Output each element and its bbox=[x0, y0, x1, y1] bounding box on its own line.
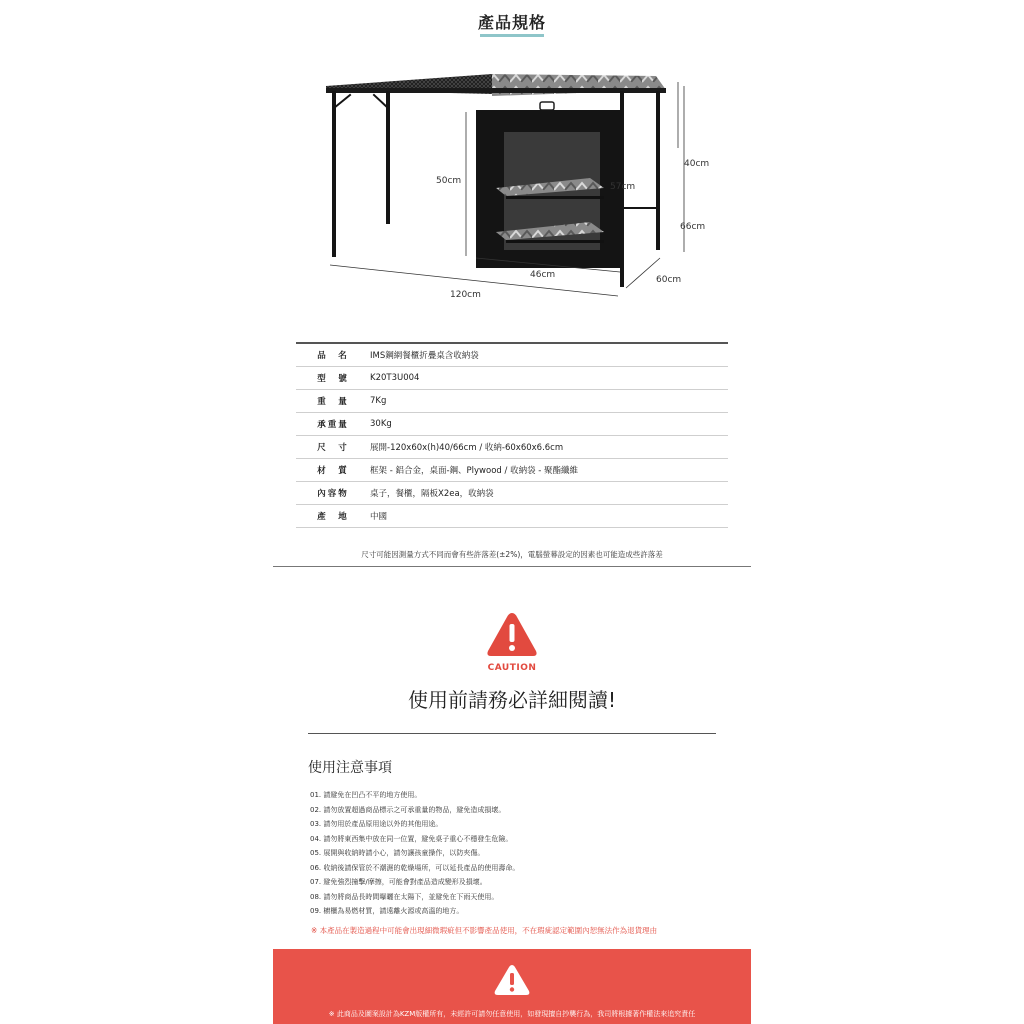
usage-notes-list bbox=[310, 788, 519, 919]
spec-label: 產 地 bbox=[296, 505, 370, 528]
spec-value: 7Kg bbox=[370, 390, 728, 413]
list-item: 03. 請勿用於產品原用途以外的其他用途。 bbox=[310, 820, 443, 828]
dim-50cm: 50cm bbox=[436, 176, 462, 186]
dim-60cm: 60cm bbox=[656, 275, 682, 285]
spec-value: 展開-120x60x(h)40/66cm / 收納-60x60x6.6cm bbox=[370, 436, 728, 459]
copyright-footer bbox=[273, 949, 751, 1024]
spec-row-load bbox=[296, 413, 728, 436]
list-item: 09. 櫥櫃為易燃材質，請遠離火源或高溫的地方。 bbox=[310, 907, 464, 915]
warning-triangle-icon bbox=[493, 963, 531, 997]
spec-value: IMS鋼網餐櫃折疊桌含收納袋 bbox=[370, 343, 728, 367]
spec-row-contents bbox=[296, 482, 728, 505]
spec-row-name bbox=[296, 343, 728, 367]
tabletop-frame bbox=[326, 88, 666, 93]
list-item: 01. 請避免在凹凸不平的地方使用。 bbox=[310, 791, 422, 799]
spec-note: 尺寸可能因測量方式不同而會有些許落差(±2%)，電腦螢幕設定的因素也可能造成些許落差 bbox=[361, 550, 663, 559]
spec-label: 尺 寸 bbox=[296, 436, 370, 459]
usage-notes-title: 使用注意事項 bbox=[308, 760, 392, 776]
section-divider bbox=[273, 566, 751, 567]
page-title: 產品規格 bbox=[477, 13, 546, 32]
list-item: 08. 請勿將商品長時間曝曬在太陽下，並避免在下雨天使用。 bbox=[310, 892, 499, 901]
read-before-use-heading: 使用前請務必詳細閱讀! bbox=[407, 688, 617, 712]
dim-66cm: 66cm bbox=[680, 222, 706, 232]
spec-label: 承重量 bbox=[296, 413, 370, 436]
copyright-text: ※ 此商品及圖案設計為KZM版權所有，未經許可請勿任意使用，如發現擅自抄襲行為，我司將根據著作權法來追究責任 bbox=[328, 1010, 696, 1018]
spec-row-material bbox=[296, 459, 728, 482]
spec-row-model bbox=[296, 367, 728, 390]
spec-row-weight bbox=[296, 390, 728, 413]
warning-triangle-icon bbox=[485, 610, 539, 660]
list-item: 06. 收納後請保管於不潮濕的乾燥場所，可以延長產品的使用壽命。 bbox=[310, 863, 520, 872]
heading-divider bbox=[308, 733, 716, 734]
spec-row-size bbox=[296, 436, 728, 459]
spec-label: 材 質 bbox=[296, 459, 370, 482]
spec-table bbox=[296, 342, 728, 528]
spec-row-origin bbox=[296, 505, 728, 528]
list-item: 02. 請勿放置超過商品標示之可承重量的物品，避免造成損壞。 bbox=[310, 805, 506, 814]
spec-label: 重 量 bbox=[296, 390, 370, 413]
spec-value: 桌子，餐櫃，隔板X2ea，收納袋 bbox=[370, 482, 728, 505]
product-dimension-diagram bbox=[290, 60, 740, 310]
list-item: 04. 請勿將東西集中放在同一位置，避免桌子重心不穩發生危險。 bbox=[310, 834, 513, 843]
list-item: 07. 避免強烈撞擊/摩擦，可能會對產品造成變形及損壞。 bbox=[310, 878, 487, 886]
defect-warning: ※ 本產品在製造過程中可能會出現細微瑕疵但不影響產品使用，不在瑕疵認定範圍內恕無法作為退貨理由 bbox=[311, 926, 658, 935]
spec-label: 品 名 bbox=[296, 343, 370, 367]
caution-label: CAUTION bbox=[487, 663, 537, 673]
spec-value: 中國 bbox=[370, 505, 728, 528]
dim-120cm: 120cm bbox=[450, 290, 481, 300]
dim-46cm: 46cm bbox=[530, 270, 556, 280]
list-item: 05. 展開與收納時請小心，請勿讓孩童操作，以防夾傷。 bbox=[310, 849, 485, 857]
spec-label: 型 號 bbox=[296, 367, 370, 390]
spec-value: 框架 - 鋁合金，桌面-鋼、Plywood / 收納袋 - 聚酯纖維 bbox=[370, 459, 728, 482]
cabinet-handle bbox=[540, 102, 554, 110]
dim-40cm: 40cm bbox=[684, 159, 710, 169]
title-underline bbox=[480, 34, 544, 37]
spec-value: K20T3U004 bbox=[370, 367, 728, 390]
dim-57cm: 57cm bbox=[610, 182, 636, 192]
spec-value: 30Kg bbox=[370, 413, 728, 436]
spec-label: 內容物 bbox=[296, 482, 370, 505]
